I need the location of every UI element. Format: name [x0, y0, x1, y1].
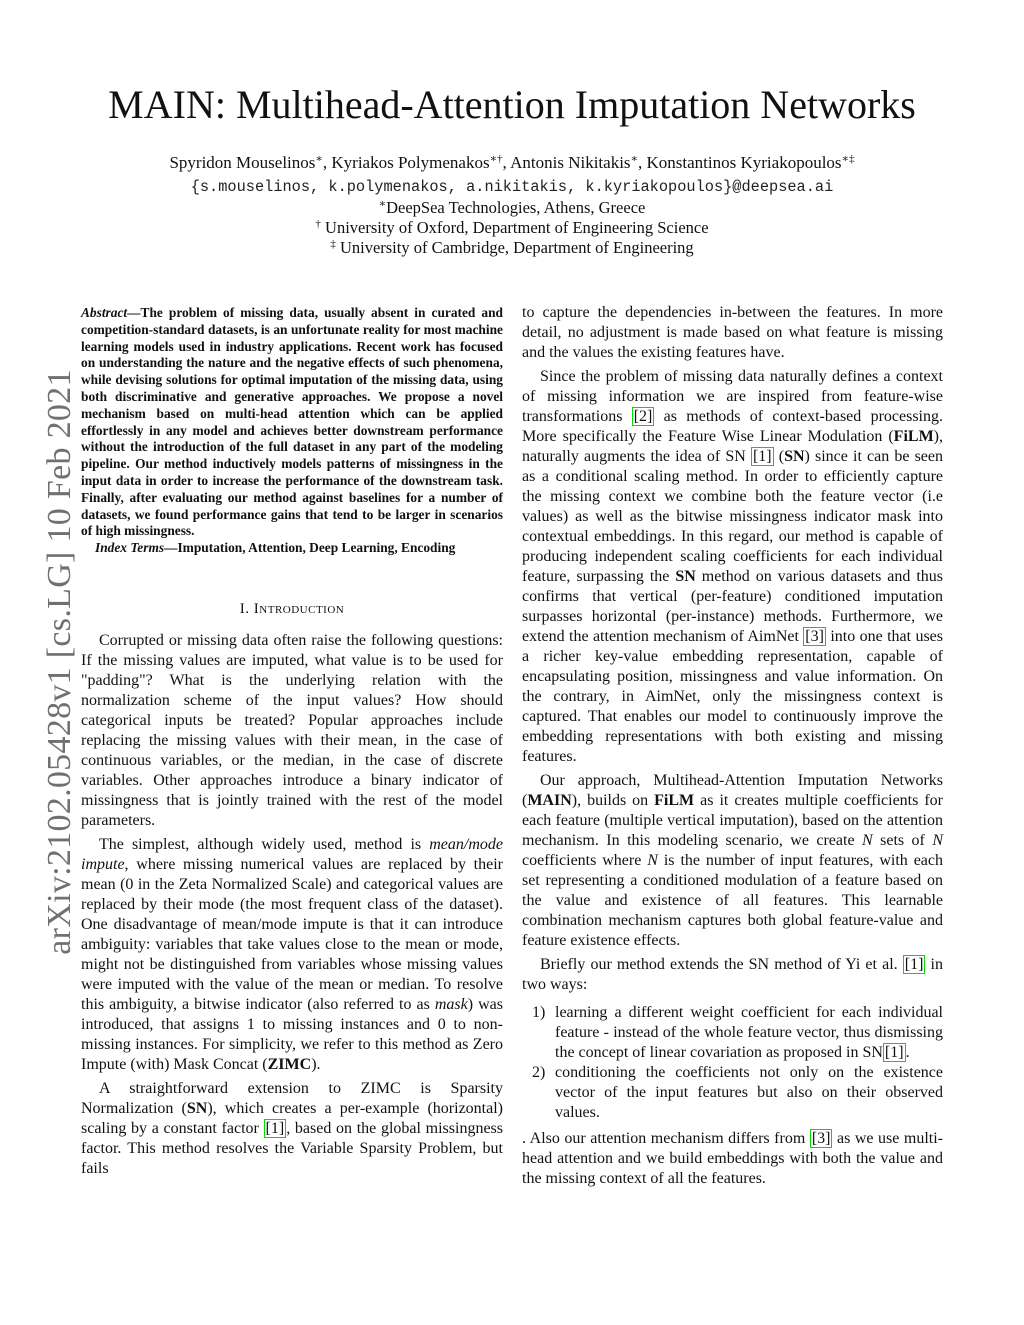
text-run: learning a different weight coefficient for each individual feature - instead of the whole feature vector, thus dismissing the concept of linear covariation as proposed in SN [555, 1004, 943, 1061]
text-run: ), naturally augments the idea of SN [522, 428, 943, 465]
text-run: in two ways: [522, 956, 944, 993]
bold-term: SN [186, 1099, 208, 1117]
citation-link[interactable]: [2] [633, 408, 653, 425]
paragraph: to capture the dependencies in-between the features. In more detail, no adjustment is made based on what feature is missing and the values the existing features have. [522, 304, 943, 361]
paragraph [522, 955, 943, 995]
index-terms-label: Index Terms— [95, 540, 178, 556]
paragraph [81, 835, 503, 1075]
affiliation-text: University of Cambridge, Department of Engineering [339, 238, 694, 257]
list-number: 1) [532, 1004, 546, 1021]
affiliation-mark: ∗ [378, 198, 387, 210]
text-run: A straightforward extension to ZIMC is Sparsity Normalization ( [81, 1079, 503, 1117]
text-run: as it creates multiple coefficients for each feature (multiple vertical imputation), based on the attention mechanism. In this modeling scenario, we create [522, 792, 943, 849]
text-run: Briefly our method extends the SN method of Yi et al. [540, 956, 903, 973]
bold-term: FiLM [893, 428, 934, 445]
paragraph [522, 1129, 943, 1189]
affiliation-mark: † [315, 218, 321, 230]
paper-title: MAIN: Multihead-Attention Imputation Networks [108, 82, 916, 127]
author-name: Antonis Nikitakis [510, 153, 631, 172]
citation-link[interactable]: [1] [752, 448, 772, 465]
text-run: into one that uses a richer key-value embedding representation, capable of encapsulating position, missingness and value information. On the contrary, in AimNet, only the missingness context is captured. That enables our model to continuously improve the embedding representations with both existing and missing features. [522, 628, 943, 765]
list-item [522, 1003, 943, 1063]
affiliation [0, 198, 1024, 218]
paragraph [81, 1079, 503, 1179]
math-variable: N [932, 832, 944, 849]
citation-link[interactable]: [1] [884, 1044, 904, 1061]
text-run: ). [311, 1055, 321, 1073]
author-emails: {s.mouselinos, k.polymenakos, a.nikitakis, k.kyriakopoulos}@deepsea.ai [190, 178, 834, 196]
text-run: ) was introduced, that assigns 1 to missing instances and 0 to non-missing instances. For simplicity, we refer to this method as Zero Impute (with) Mask Concat ( [81, 995, 504, 1073]
author-marks: ∗† [489, 153, 503, 165]
author-list: Spyridon Mouselinos∗, Kyriakos Polymenakos∗†, Antonis Nikitakis∗, Konstantinos Kyriakopoulos∗‡ [169, 153, 855, 172]
affiliation-text: DeepSea Technologies, Athens, Greece [386, 198, 646, 217]
emphasis: mean/mode impute [81, 835, 503, 873]
paragraph: Corrupted or missing data often raise the following questions: If the missing values are imputed, what value is to be used for "padding"? What is the underlying relation with the normalization scheme of the input values? How should categorical inputs be treated? Popular approaches include replacing the missing values with their mean, in the case of continuous variables, or the median, in the case of discrete variables. Other approaches introduce a binary indicator of missingness that is jointly trained with the rest of the model parameters. [81, 631, 503, 829]
text-run: sets of [872, 832, 933, 849]
bold-term: SN [675, 568, 696, 585]
text-run: The simplest, although widely used, method is [99, 835, 430, 853]
citation-link[interactable]: [1] [904, 956, 924, 973]
bold-term: MAIN [527, 792, 572, 809]
bold-term: SN [784, 448, 805, 465]
citation-link[interactable]: [3] [811, 1130, 831, 1147]
abstract-text: The problem of missing data, usually absent in curated and competition-standard datasets, is an unfortunate reality for most machine learning models used in industry applications. Recent work has focused on understanding the nature and the negative effects of such phenomena, while devising solutions for optimal imputation of the missing data, using both discriminative and generative approaches. We propose a novel mechanism based on multi-head attention which can be applied effortlessly in any model and achieves better downstream performance without the introduction of the full dataset in any part of the modeling pipeline. Our method inductively models patterns of missingness in the input data in order to increase the performance of the downstream task. Finally, after evaluating our method against baselines for a number of datasets, we found performance gains that tend to be larger in scenarios of high missingness. [81, 305, 503, 539]
bold-term: ZIMC [267, 1055, 312, 1073]
index-terms [81, 540, 503, 557]
paragraph [522, 367, 943, 767]
paragraph [522, 771, 943, 951]
text-run: ) since it can be seen as a conditional scaling method. In order to efficiently capture the missing context we combine both the feature vector (i.e values) as well as the bitwise missingness indicator mask into contextual embeddings. In this regard, our method is capable of producing independent scaling coefficients for each individual feature, surpassing the [522, 448, 944, 585]
math-variable: N [862, 832, 873, 849]
author-name: Kyriakos Polymenakos [331, 153, 490, 172]
index-terms-text: Imputation, Attention, Deep Learning, Encoding [177, 540, 456, 556]
emphasis: mask [434, 995, 468, 1013]
text-run: conditioning the coefficients not only on the existence vector of the input features but also on their observed values. [555, 1064, 943, 1121]
abstract [81, 305, 503, 540]
list-number: 2) [532, 1064, 546, 1081]
text-run: Our approach, Multihead-Attention Imputation Networks ( [522, 772, 943, 809]
author-name: Spyridon Mouselinos [169, 153, 316, 172]
text-run: as we use multi-head attention and we build embeddings with both the value and the missing context of all the features. [522, 1130, 944, 1187]
text-run: is the number of input features, with each set representing a conditioned modulation of a feature based on the value and existence of all features. This learnable combination mechanism captures both global feature-value and feature existence effects. [522, 852, 943, 949]
text-run: as methods of context-based processing. More specifically the Feature Wise Linear Modulation ( [522, 408, 944, 445]
author-name: Konstantinos Kyriakopoulos [646, 153, 842, 172]
abstract-label: Abstract— [81, 305, 141, 320]
citation-link[interactable]: [1] [265, 1119, 285, 1137]
section-heading [81, 599, 503, 619]
affiliation [0, 218, 1024, 238]
affiliation [0, 238, 1024, 258]
text-run: ), which creates a per-example (horizontal) scaling by a constant factor [81, 1099, 503, 1137]
section-number: I. [239, 600, 250, 617]
citation-link[interactable]: [3] [805, 628, 824, 645]
text-run: coefficients where [522, 852, 648, 869]
author-marks: ∗ [630, 153, 639, 165]
arxiv-identifier: arXiv:2102.05428v1 [cs.LG] 10 Feb 2021 [41, 369, 78, 955]
list-item [522, 1063, 943, 1123]
text-run: . Also our attention mechanism differs from [522, 1130, 810, 1147]
text-run: , where missing numerical values are replaced by their mean (0 in the Zeta Normalized Scale) and categorical values are replaced by their mode (the most frequent class of the dataset). One disadvantage of mean/mode impute is that it can introduce ambiguity: variables that take values close to the mean or mode, might not be distinguished from variables whose missing values were imputed with the value of the mean or median. To resolve this ambiguity, a bitwise indicator (also referred to as [81, 855, 503, 1013]
math-variable: N [647, 852, 658, 869]
affiliation-mark: ‡ [330, 238, 336, 250]
bold-term: FiLM [654, 792, 695, 809]
author-marks: ∗ [315, 153, 323, 165]
left-column [81, 305, 503, 1179]
section-title: Introduction [253, 600, 345, 617]
text-run: method on various datasets and thus confirms that vertical (per-feature) conditioned imputation surpasses horizontal (per-instance) methods. Furthermore, we extend the attention mechanism of AimNet [522, 568, 944, 645]
text-run: , based on the global missingness factor. This method resolves the Variable Sparsity Problem, but fails [81, 1119, 504, 1177]
affiliation-text: University of Oxford, Department of Engineering Science [325, 218, 709, 237]
text-run: Since the problem of missing data naturally defines a context of missing information we are inspired from feature-wise transformations [522, 368, 943, 425]
right-column [522, 303, 943, 1189]
text-run: ( [773, 448, 785, 465]
author-marks: ∗‡ [841, 153, 855, 165]
text-run: ), builds on [571, 792, 655, 809]
contribution-list [522, 1003, 943, 1123]
text-run: . [905, 1044, 910, 1061]
